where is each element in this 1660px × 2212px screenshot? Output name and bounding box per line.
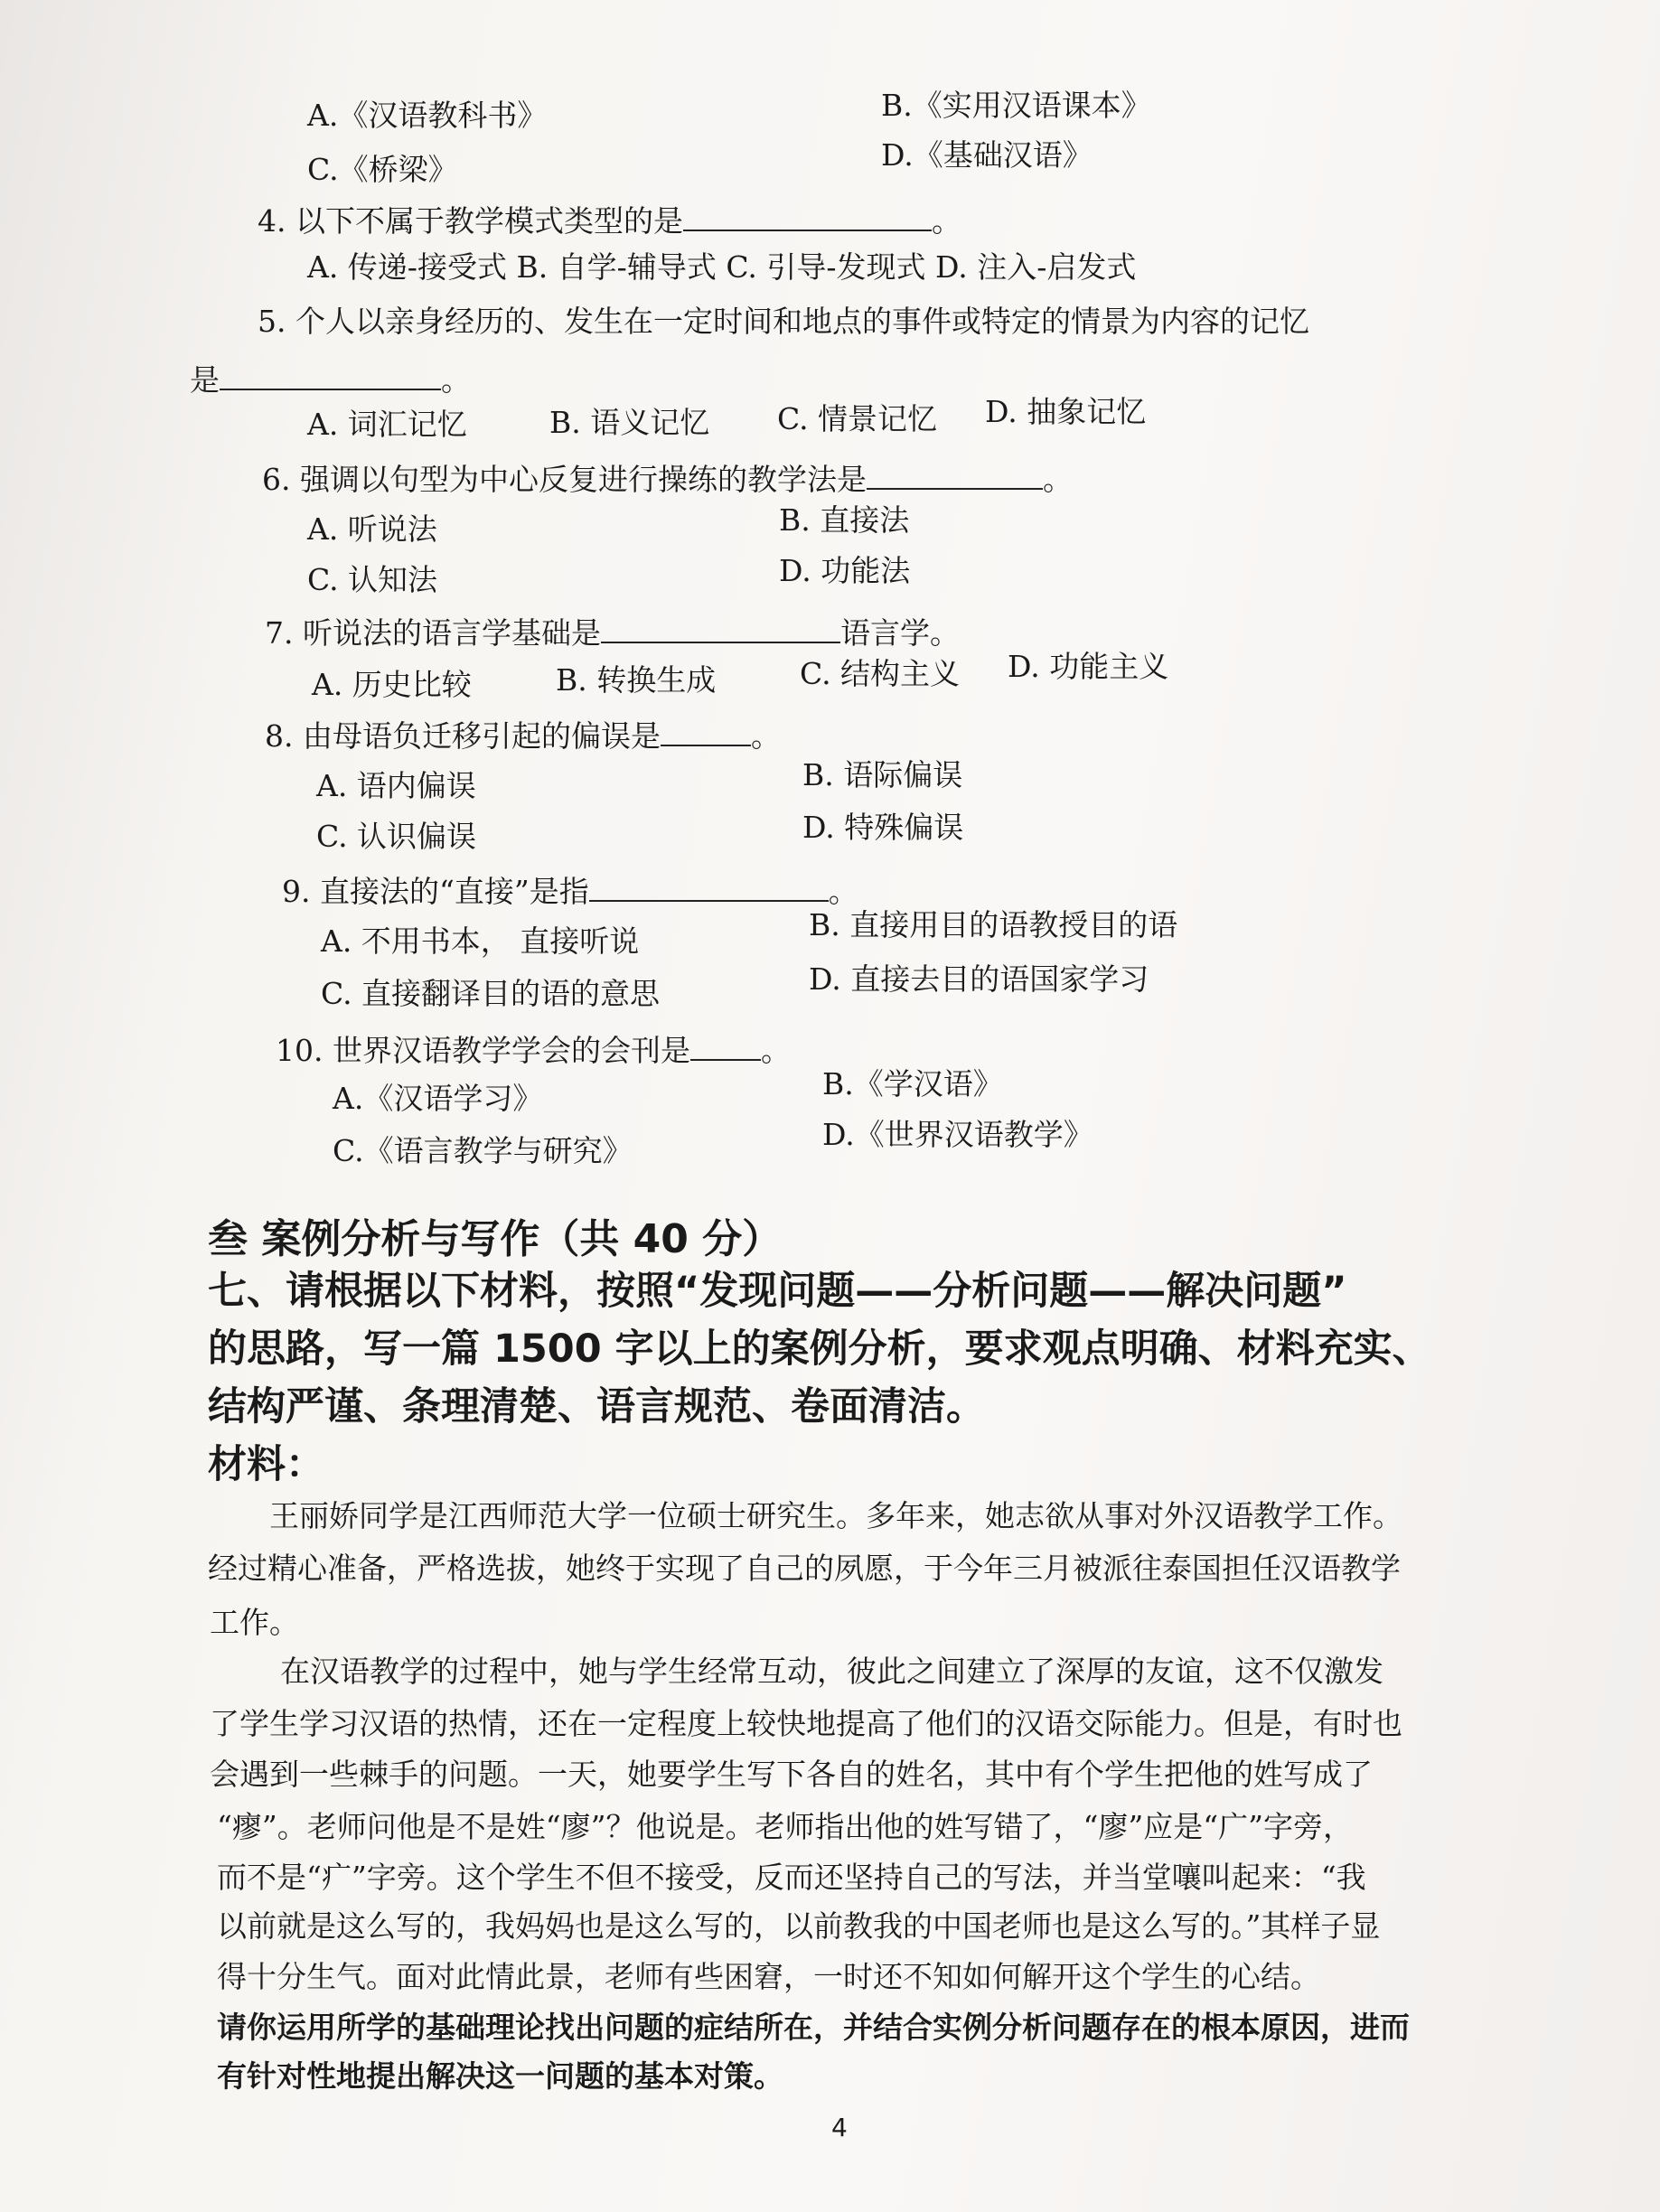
answer-blank	[683, 202, 932, 231]
request-line-2: 有针对性地提出解决这一问题的基本对策。	[217, 2058, 783, 2094]
q3-option-c: C.《桥梁》	[307, 152, 458, 187]
question-8: 8. 由母语负迁移引起的偏误是 。	[265, 718, 781, 754]
question-9-option-c: C. 直接翻译目的语的意思	[321, 976, 661, 1011]
question-10: 10. 世界汉语教学学会的会刊是 。	[276, 1033, 791, 1068]
question-5-option-c: C. 情景记忆	[777, 401, 938, 436]
answer-blank	[601, 614, 840, 643]
material-label: 材料：	[208, 1442, 324, 1487]
question-10-option-a: A.《汉语学习》	[333, 1081, 543, 1116]
question-5-option-d: D. 抽象记忆	[985, 394, 1147, 429]
request-line-1: 请你运用所学的基础理论找出问题的症结所在，并结合实例分析问题存在的根本原因，进而	[217, 2010, 1410, 2045]
material-line: 以前就是这么写的，我妈妈也是这么写的，以前教我的中国老师也是这么写的。”其样子显	[217, 1908, 1381, 1944]
question-7-option-c: C. 结构主义	[800, 656, 961, 691]
task-line-1: 七、请根据以下材料，按照“发现问题——分析问题——解决问题”	[208, 1269, 1347, 1314]
q3-option-d: D.《基础汉语》	[881, 137, 1093, 173]
material-line: 在汉语教学的过程中，她与学生经常互动，彼此之间建立了深厚的友谊，这不仅激发	[280, 1654, 1383, 1689]
question-5-option-a: A. 词汇记忆	[307, 407, 467, 442]
question-4: 4. 以下不属于教学模式类型的是 。	[258, 203, 961, 239]
material-line: 王丽娇同学是江西师范大学一位硕士研究生。多年来，她志欲从事对外汉语教学工作。	[269, 1498, 1402, 1533]
material-line: 得十分生气。面对此情此景，老师有些困窘，一时还不知如何解开这个学生的心结。	[217, 1959, 1320, 1994]
question-6-option-a: A. 听说法	[307, 511, 437, 547]
q3-option-b: B.《实用汉语课本》	[881, 88, 1151, 123]
answer-blank	[661, 717, 751, 746]
answer-blank	[589, 873, 829, 902]
material-line: “瘳”。老师问他是不是姓“廖”？他说是。老师指出他的姓写错了，“廖”应是“广”字旁，	[217, 1809, 1353, 1844]
question-8-option-d: D. 特殊偏误	[802, 810, 964, 845]
material-line: 工作。	[210, 1605, 299, 1640]
material-line: 了学生学习汉语的热情，还在一定程度上较快地提高了他们的汉语交际能力。但是，有时也	[210, 1706, 1402, 1741]
page-number: 4	[831, 2113, 848, 2142]
section-heading: 叁 案例分析与写作（共 40 分）	[208, 1216, 783, 1262]
question-10-option-b: B.《学汉语》	[822, 1066, 1003, 1101]
question-7-option-b: B. 转换生成	[556, 662, 717, 698]
question-8-option-a: A. 语内偏误	[316, 768, 476, 803]
q3-option-a: A.《汉语教科书》	[307, 98, 548, 133]
answer-blank	[690, 1032, 761, 1061]
question-4-stem: 4. 以下不属于教学模式类型的是	[258, 203, 683, 239]
answer-blank	[867, 461, 1043, 490]
question-5-stem: 5. 个人以亲身经历的、发生在一定时间和地点的事件或特定的情景为内容的记忆	[258, 304, 1309, 339]
question-5-option-b: B. 语义记忆	[549, 405, 710, 440]
question-8-option-c: C. 认识偏误	[316, 819, 477, 854]
question-6: 6. 强调以句型为中心反复进行操练的教学法是 。	[262, 462, 1073, 497]
task-line-3: 结构严谨、条理清楚、语言规范、卷面清洁。	[208, 1384, 985, 1429]
question-4-options: A. 传递-接受式 B. 自学-辅导式 C. 引导-发现式 D. 注入-启发式	[307, 249, 1137, 285]
question-9-option-d: D. 直接去目的语国家学习	[809, 961, 1149, 997]
question-7-option-d: D. 功能主义	[1008, 649, 1169, 684]
question-8-option-b: B. 语际偏误	[802, 757, 963, 792]
material-line: 会遇到一些棘手的问题。一天，她要学生写下各自的姓名，其中有个学生把他的姓写成了	[210, 1757, 1373, 1792]
material-line: 经过精心准备，严格选拔，她终于实现了自己的夙愿，于今年三月被派往泰国担任汉语教学	[208, 1551, 1401, 1586]
question-6-option-c: C. 认知法	[307, 562, 438, 597]
question-9-option-a: A. 不用书本， 直接听说	[321, 923, 640, 959]
question-9: 9. 直接法的“直接”是指 。	[282, 874, 858, 909]
material-line: 而不是“疒”字旁。这个学生不但不接受，反而还坚持自己的写法，并当堂嚷叫起来：“我	[217, 1860, 1366, 1895]
question-5-stem-cont: 是 。	[190, 362, 471, 398]
question-9-option-b: B. 直接用目的语教授目的语	[809, 907, 1178, 942]
question-10-option-d: D.《世界汉语教学》	[822, 1117, 1093, 1152]
question-6-option-d: D. 功能法	[779, 553, 911, 588]
question-7-option-a: A. 历史比较	[312, 667, 472, 702]
question-10-option-c: C.《语言教学与研究》	[333, 1133, 633, 1168]
question-6-option-b: B. 直接法	[779, 502, 910, 538]
question-7: 7. 听说法的语言学基础是 语言学。	[265, 615, 960, 651]
answer-blank	[220, 361, 441, 390]
task-line-2: 的思路，写一篇 1500 字以上的案例分析，要求观点明确、材料充实、	[208, 1326, 1431, 1372]
